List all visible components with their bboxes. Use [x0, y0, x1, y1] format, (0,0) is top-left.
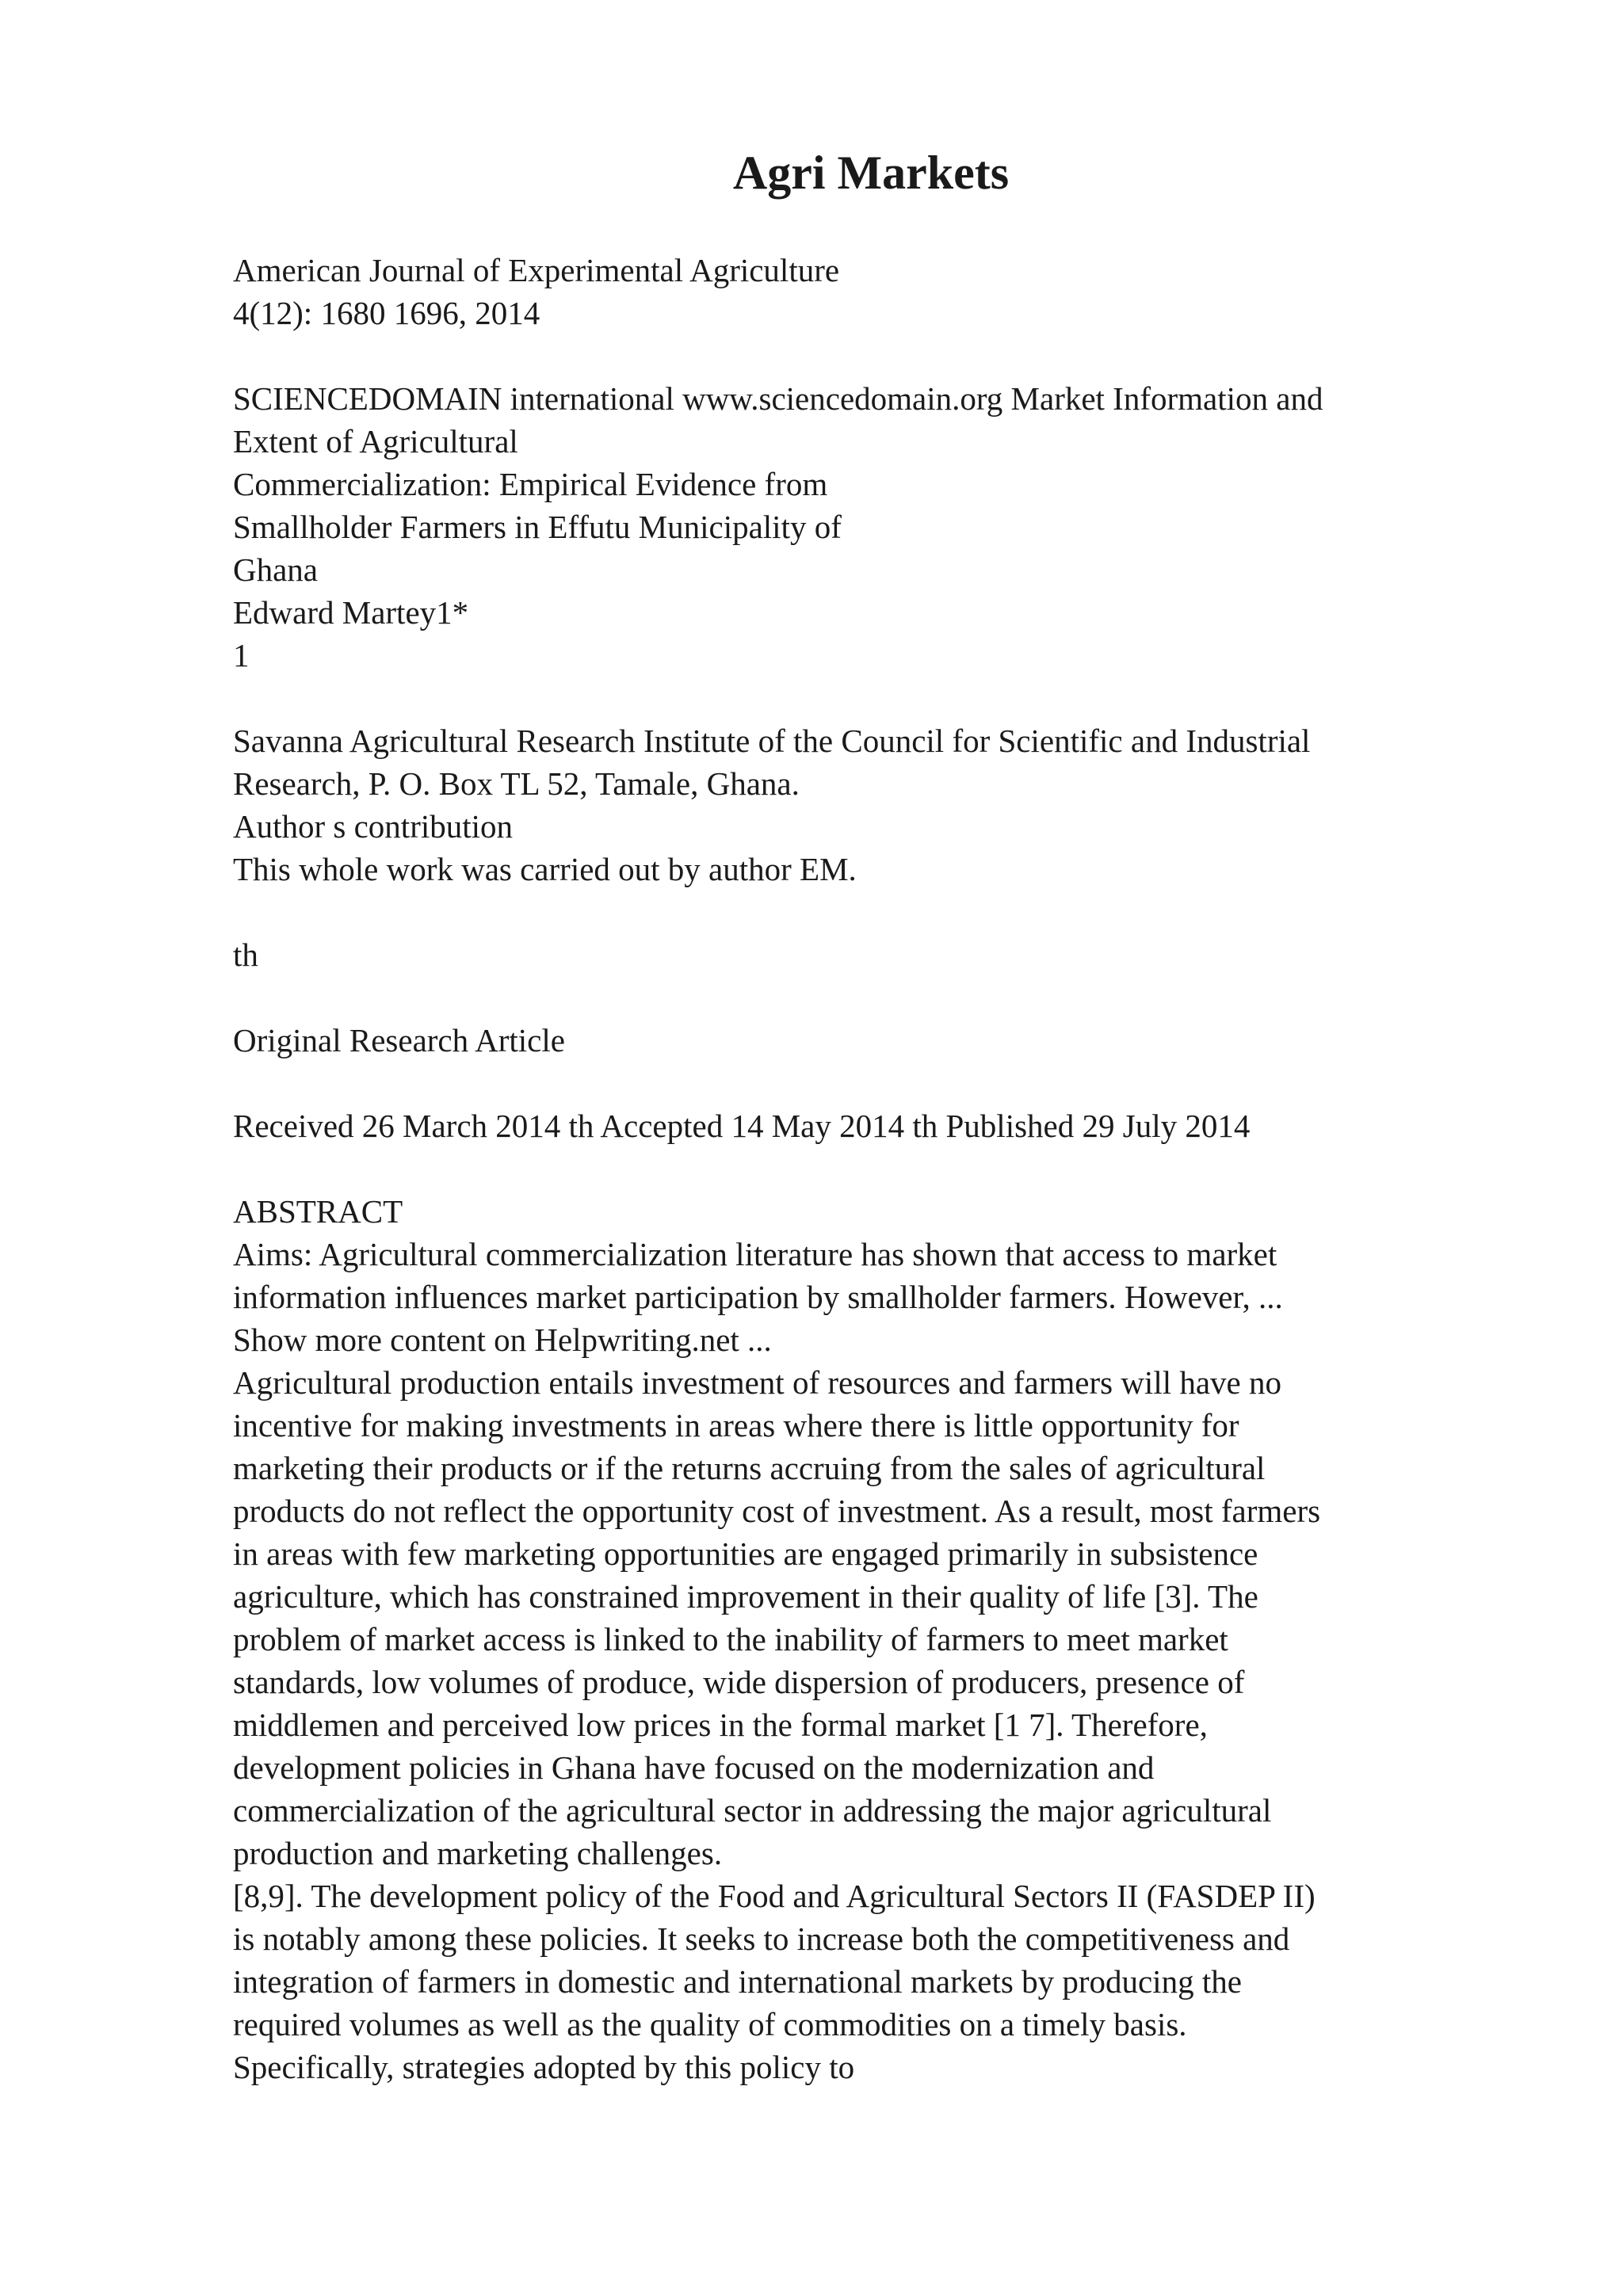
- show-more-line: Show more content on Helpwriting.net ...: [233, 1322, 772, 1358]
- body-line: information influences market participation by smallholder farmers. However, ...: [233, 1279, 1283, 1315]
- body-line: development policies in Ghana have focused on the modernization and: [233, 1749, 1155, 1786]
- abstract-and-body: [233, 1190, 1517, 2088]
- article-dates: Received 26 March 2014 th Accepted 14 May 2014 th Published 29 July 2014: [233, 1108, 1251, 1144]
- document-body: [233, 249, 1517, 2131]
- body-line: incentive for making investments in areas where there is little opportunity for: [233, 1407, 1239, 1444]
- body-line: products do not reflect the opportunity cost of investment. As a result, most farmers: [233, 1493, 1321, 1529]
- affiliation-line: Savanna Agricultural Research Institute of the Council for Scientific and Industrial: [233, 723, 1311, 759]
- journal-name: American Journal of Experimental Agriculture: [233, 252, 840, 288]
- body-line: Aims: Agricultural commercialization literature has shown that access to market: [233, 1236, 1277, 1272]
- author-name: Edward Martey1*: [233, 594, 469, 631]
- body-line: middlemen and perceived low prices in the formal market [1 7]. Therefore,: [233, 1707, 1208, 1743]
- body-line: standards, low volumes of produce, wide dispersion of producers, presence of: [233, 1664, 1245, 1700]
- header-line: Smallholder Farmers in Effutu Municipality of: [233, 509, 842, 545]
- abstract-heading: ABSTRACT: [233, 1193, 403, 1230]
- affiliation-line: Research, P. O. Box TL 52, Tamale, Ghana.: [233, 765, 800, 802]
- affiliation: [233, 719, 1517, 891]
- header-line: Commercialization: Empirical Evidence from: [233, 466, 828, 502]
- body-line: is notably among these policies. It seeks to increase both the competitiveness and: [233, 1920, 1290, 1957]
- body-line: problem of market access is linked to the inability of farmers to meet market: [233, 1621, 1228, 1657]
- body-line: required volumes as well as the quality of commodities on a timely basis.: [233, 2006, 1187, 2042]
- contribution-heading: Author s contribution: [233, 808, 514, 845]
- body-line: commercialization of the agricultural sector in addressing the major agricultural: [233, 1792, 1272, 1829]
- article-type: Original Research Article: [233, 1022, 565, 1058]
- journal-citation: [233, 249, 1517, 334]
- body-line: marketing their products or if the returns accruing from the sales of agricultural: [233, 1450, 1266, 1486]
- body-line: production and marketing challenges.: [233, 1835, 723, 1871]
- contribution-text: This whole work was carried out by author EM.: [233, 851, 857, 887]
- header-line: Extent of Agricultural: [233, 423, 518, 460]
- body-line: in areas with few marketing opportunities are engaged primarily in subsistence: [233, 1535, 1258, 1572]
- header-line: Ghana: [233, 551, 319, 588]
- header-line: SCIENCEDOMAIN international www.sciencedomain.org Market Information and: [233, 380, 1323, 417]
- journal-volume: 4(12): 1680 1696, 2014: [233, 295, 540, 331]
- body-line: integration of farmers in domestic and international markets by producing the: [233, 1963, 1242, 2000]
- body-line: Agricultural production entails investment of resources and farmers will have no: [233, 1364, 1281, 1401]
- affiliation-marker: 1: [233, 637, 250, 673]
- body-line: [8,9]. The development policy of the Food and Agricultural Sectors II (FASDEP II): [233, 1878, 1316, 1914]
- body-line: Specifically, strategies adopted by this policy to: [233, 2049, 855, 2085]
- document-title: Agri Markets: [732, 147, 1010, 199]
- stray-superscript: th: [233, 936, 258, 973]
- body-line: agriculture, which has constrained improvement in their quality of life [3]. The: [233, 1578, 1258, 1615]
- article-header: [233, 377, 1517, 677]
